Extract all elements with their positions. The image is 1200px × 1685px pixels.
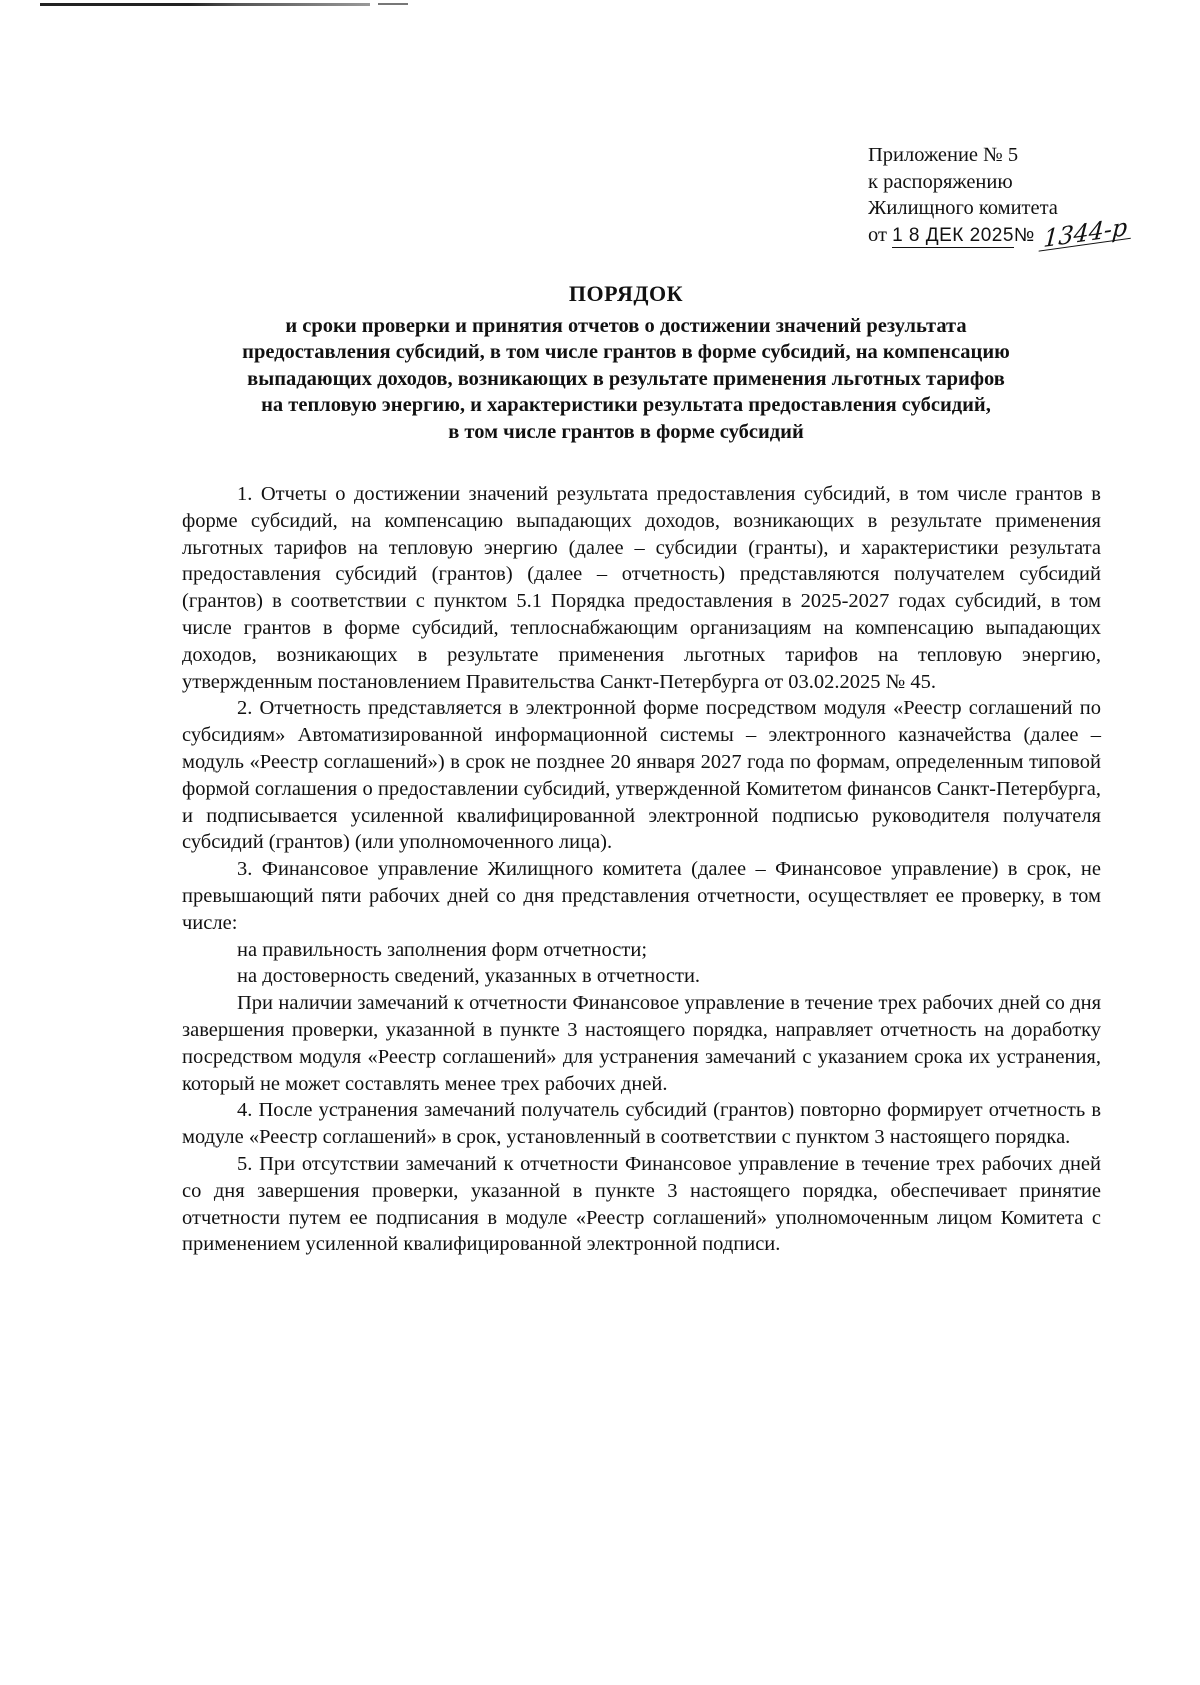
document-subtitle-line: предоставления субсидий, в том числе грантов в форме субсидий, на компенсацию [242,341,1010,363]
appendix-number: Приложение № 5 [868,144,1019,166]
document-body [182,481,1101,1258]
appendix-header [868,142,1132,253]
appendix-date-line [868,212,1132,253]
paragraph-3-item-1: на правильность заполнения форм отчетности; [237,938,648,961]
date-prefix: от [868,223,887,246]
document-title-block [150,281,1102,445]
date-stamp: 1 8 ДЕК 2025 [892,224,1014,246]
paragraph-3-item-2: на достоверность сведений, указанных в отчетности. [237,965,701,988]
scan-edge-mark-small [378,3,408,5]
appendix-reference: к распоряжению [868,170,1013,193]
scan-edge-mark [40,3,370,6]
handwritten-order-number: 1344-р [1039,215,1132,251]
paragraph-5: 5. При отсутствии замечаний к отчетности Финансовое управление в течение трех рабочих дней со дня завершения проверки, указанной в пункте 3 настоящего порядка, обеспечивает принятие отчетности путем ее подписания в модуле «Реестр соглашений» уполномоченным лицом Комитета с применением усиленной квалифицированной электронной подписи. [182,1152,1101,1256]
paragraph-3: 3. Финансовое управление Жилищного комитета (далее – Финансовое управление) в срок, не превышающий пяти рабочих дней со дня представления отчетности, осуществляет ее проверку, в том числе: [182,858,1101,934]
document-subtitle-line: выпадающих доходов, возникающих в результате применения льготных тарифов [247,367,1005,390]
paragraph-4: 4. После устранения замечаний получатель субсидий (грантов) повторно формирует отчетность в модуле «Реестр соглашений» в срок, установленный в соответствии с пунктом 3 настоящего порядка. [182,1099,1101,1149]
document-subtitle-line: в том числе грантов в форме субсидий [448,420,804,443]
document-title: ПОРЯДОК [568,281,684,306]
number-sign: № [1013,224,1035,246]
document-subtitle-line: и сроки проверки и принятия отчетов о достижении значений результата [285,314,967,337]
paragraph-1: 1. Отчеты о достижении значений результата предоставления субсидий, в том числе грантов в форме субсидий, на компенсацию выпадающих доходов, возникающих в результате применения льготных тарифов на тепловую энергию (далее – субсидии (гранты), и характеристики результата предоставления субсидий (грантов) (далее – отчетность) представляются получателем субсидий (грантов) в соответствии с пунктом 5.1 Порядка предоставления в 2025-2027 годах субсидий, в том числе грантов в форме субсидий, теплоснабжающим организациям на компенсацию выпадающих доходов, возникающих в результате применения льготных тарифов на тепловую энергию, утвержденным постановлением Правительства Санкт-Петербурга от 03.02.2025 № 45. [182,483,1101,693]
paragraph-3-remarks: При наличии замечаний к отчетности Финансовое управление в течение трех рабочих дней со дня завершения проверки, указанной в пункте 3 настоящего порядка, направляет отчетность на доработку посредством модуля «Реестр соглашений» для устранения замечаний с указанием срока их устранения, который не может составлять менее трех рабочих дней. [182,992,1101,1095]
appendix-issuer: Жилищного комитета [868,197,1058,219]
paragraph-2: 2. Отчетность представляется в электронной форме посредством модуля «Реестр соглашений по субсидиям» Автоматизированной информационной системы – электронного казначейства (далее – модуль «Реестр соглашений») в срок не позднее 20 января 2027 года по формам, определенным типовой формой соглашения о предоставлении субсидий, утвержденной Комитетом финансов Санкт-Петербурга, и подписывается усиленной квалифицированной электронной подписью руководителя получателя субсидий (грантов) (или уполномоченного лица). [182,697,1101,854]
document-subtitle-line: на тепловую энергию, и характеристики результата предоставления субсидий, [261,394,991,416]
